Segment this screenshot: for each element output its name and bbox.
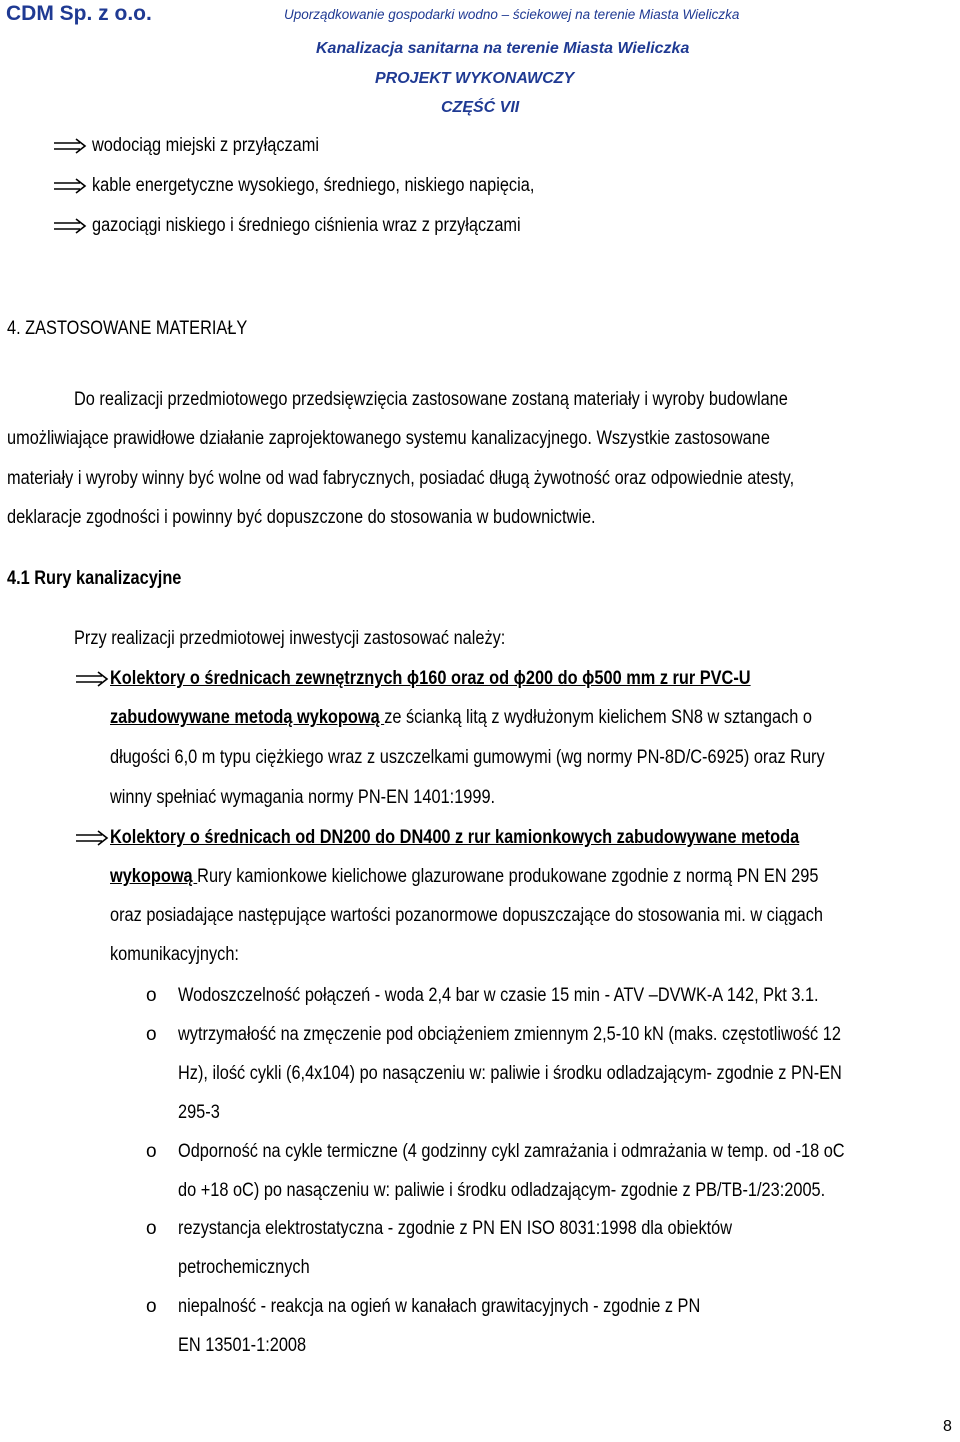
paragraph-line: materiały i wyroby winny być wolne od wad fabrycznych, posiadać długą żywotność oraz odpowiednie atesty, — [7, 468, 795, 489]
item-line — [110, 707, 812, 729]
double-arrow-icon — [52, 138, 88, 154]
header-part: CZĘŚĆ VII — [441, 99, 520, 116]
double-arrow-icon — [52, 178, 88, 194]
list-item: wodociąg miejski z przyłączami — [92, 135, 320, 156]
item-line: winny spełniać wymagania normy PN-EN 1401:1999. — [110, 787, 496, 808]
sublist-line: Odporność na cykle termiczne (4 godzinny cykl zamrażania i odmrażania w temp. od -18 oC — [178, 1141, 845, 1162]
item-heading-cont: wykopową — [110, 866, 198, 887]
double-arrow-icon — [52, 218, 88, 234]
item-line: komunikacyjnych: — [110, 944, 239, 965]
sublist-line: 295-3 — [178, 1102, 220, 1123]
list-item: gazociągi niskiego i średniego ciśnienia wraz z przyłączami — [92, 215, 521, 236]
sublist-line: niepalność - reakcja na ogień w kanałach grawitacyjnych - zgodnie z PN — [178, 1296, 701, 1317]
paragraph-line: umożliwiające prawidłowe działanie zaprojektowanego systemu kanalizacyjnego. Wszystkie zastosowane — [7, 428, 770, 449]
sublist-line: wytrzymałość na zmęczenie pod obciążeniem zmiennym 2,5-10 kN (maks. częstotliwość 12 — [178, 1024, 841, 1045]
header-project-line: Uporządkowanie gospodarki wodno – ściekowej na terenie Miasta Wieliczka — [284, 7, 740, 22]
sublist-bullet: o — [146, 1218, 157, 1239]
sublist-bullet: o — [146, 1296, 157, 1317]
item-heading: Kolektory o średnicach od DN200 do DN400 z rur kamionkowych zabudowywane metoda — [110, 827, 800, 848]
item-text: ze ścianką litą z wydłużonym kielichem SN8 w sztangach o — [384, 707, 812, 728]
sublist-line: Wodoszczelność połączeń - woda 2,4 bar w czasie 15 min - ATV –DVWK-A 142, Pkt 3.1. — [178, 985, 819, 1006]
item-text: Rury kamionkowe kielichowe glazurowane produkowane zgodnie z normą PN EN 295 — [197, 866, 819, 887]
paragraph-line: Do realizacji przedmiotowego przedsięwzięcia zastosowane zostaną materiały i wyroby budowlane — [74, 389, 788, 410]
item-heading: Kolektory o średnicach zewnętrznych ϕ160 oraz od ϕ200 do ϕ500 mm z rur PVC-U — [110, 668, 751, 689]
header-subproject-line: Kanalizacja sanitarna na terenie Miasta Wieliczka — [316, 40, 690, 57]
page-number: 8 — [943, 1418, 952, 1435]
sublist-line: Hz), ilość cykli (6,4x104) po nasączeniu w: paliwie i środku odladzającym- zgodnie z PN-EN — [178, 1063, 842, 1084]
sublist-line: EN 13501-1:2008 — [178, 1335, 307, 1356]
sublist-line: do +18 oC) po nasączeniu w: paliwie i środku odladzającym- zgodnie z PB/TB-1/23:2005. — [178, 1180, 826, 1201]
company-name: CDM Sp. z o.o. — [6, 2, 152, 25]
item-heading-cont: zabudowywane metodą wykopową — [110, 707, 385, 728]
double-arrow-icon — [74, 671, 110, 687]
subsection-intro: Przy realizacji przedmiotowej inwestycji zastosować należy: — [74, 628, 506, 649]
item-line: oraz posiadające następujące wartości pozanormowe dopuszczające do stosowania mi. w ciągach — [110, 905, 824, 926]
sublist-bullet: o — [146, 1141, 157, 1162]
subsection-heading: 4.1 Rury kanalizacyjne — [7, 568, 182, 589]
sublist-line: rezystancja elektrostatyczna - zgodnie z PN EN ISO 8031:1998 dla obiektów — [178, 1218, 733, 1239]
header-project-type: PROJEKT WYKONAWCZY — [375, 70, 575, 87]
item-line: długości 6,0 m typu ciężkiego wraz z uszczelkami gumowymi (wg normy PN-8D/C-6925) oraz Rury — [110, 747, 825, 768]
sublist-bullet: o — [146, 1024, 157, 1045]
double-arrow-icon — [74, 830, 110, 846]
section-heading: 4. ZASTOSOWANE MATERIAŁY — [7, 318, 248, 339]
paragraph-line: deklaracje zgodności i powinny być dopuszczone do stosowania w budownictwie. — [7, 507, 596, 528]
sublist-bullet: o — [146, 985, 157, 1006]
list-item: kable energetyczne wysokiego, średniego, niskiego napięcia, — [92, 175, 535, 196]
sublist-line: petrochemicznych — [178, 1257, 310, 1278]
item-line — [110, 866, 818, 888]
